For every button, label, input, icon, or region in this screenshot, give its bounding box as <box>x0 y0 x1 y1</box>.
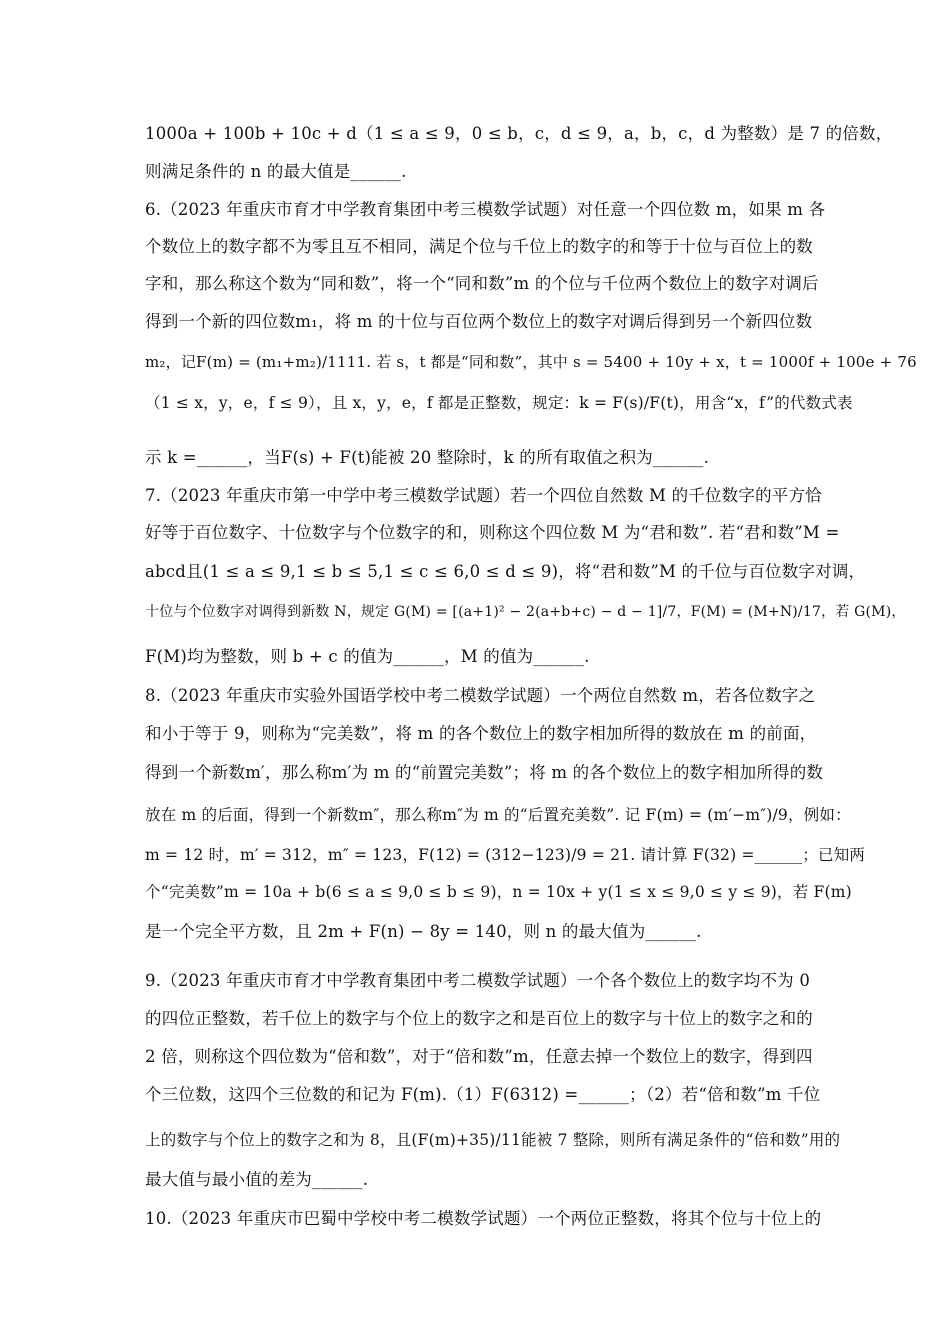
text-line: 是一个完全平方数，且 2m + F(n) − 8y = 140，则 n 的最大值为______. <box>145 922 702 941</box>
text-line: 2 倍，则称这个四位数为“倍和数”，对于“倍和数”m，任意去掉一个数位上的数字，得到四 <box>145 1047 813 1066</box>
text-line: 和小于等于 9，则称为“完美数”，将 m 的各个数位上的数字相加所得的数放在 m 的前面， <box>145 724 817 743</box>
text-line: 放在 m 的后面，得到一个新数m″，那么称m″为 m 的“后置充美数”. 记 F(m) = (m′−m″)/9，例如： <box>145 806 851 824</box>
text-line: m = 12 时，m′ = 312，m″ = 123，F(12) = (312−123)/9 = 21. 请计算 F(32) =______；已知两 <box>145 846 866 864</box>
text-line: （1 ≤ x，y，e，f ≤ 9），且 x，y，e，f 都是正整数，规定：k = F(s)/F(t)，用含“x，f”的代数式表 <box>145 394 853 412</box>
text-line: 字和，那么称这个数为“同和数”，将一个“同和数”m 的个位与千位两个数位上的数字对调后 <box>145 274 819 293</box>
text-line: 示 k =______，当F(s) + F(t)能被 20 整除时，k 的所有取值之积为______. <box>145 448 710 467</box>
text-line: 1000a + 100b + 10c + d（1 ≤ a ≤ 9，0 ≤ b，c，d ≤ 9，a，b，c，d 为整数）是 7 的倍数， <box>145 124 893 143</box>
text-line: 上的数字与个位上的数字之和为 8，且(F(m)+35)/11能被 7 整除，则所有满足条件的“倍和数”用的 <box>145 1131 841 1149</box>
text-line: 的四位正整数，若千位上的数字与个位上的数字之和是百位上的数字与十位上的数字之和的 <box>145 1009 813 1028</box>
text-line: 十位与个位数字对调得到新数 N，规定 G(M) = [(a+1)² − 2(a+b+c) − d − 1]/7，F(M) = (M+N)/17，若 G(M)， <box>145 604 906 620</box>
text-line: F(M)均为整数，则 b + c 的值为______，M 的值为______. <box>145 647 590 666</box>
text-line: abcd且(1 ≤ a ≤ 9,1 ≤ b ≤ 5,1 ≤ c ≤ 6,0 ≤ d ≤ 9)，将“君和数”M 的千位与百位数字对调， <box>145 562 866 581</box>
text-line: m₂，记F(m) = (m₁+m₂)/1111. 若 s，t 都是“同和数”，其中 s = 5400 + 10y + x，t = 1000f + 100e + 76 <box>145 353 917 371</box>
question-7-heading: 7.（2023 年重庆市第一中学中考三模数学试题）若一个四位自然数 M 的千位数字的平方恰 <box>145 486 822 505</box>
text-line: 得到一个新数m′，那么称m′为 m 的“前置完美数”；将 m 的各个数位上的数字相加所得的数 <box>145 763 824 782</box>
text-line: 个数位上的数字都不为零且互不相同，满足个位与千位上的数字的和等于十位与百位上的数 <box>145 237 813 256</box>
text-line: 最大值与最小值的差为______. <box>145 1170 369 1189</box>
text-line: 个三位数，这四个三位数的和记为 F(m).（1）F(6312) =______；（2）若“倍和数”m 千位 <box>145 1085 821 1104</box>
text-line: 得到一个新的四位数m₁，将 m 的十位与百位两个数位上的数字对调后得到另一个新四位数 <box>145 312 813 331</box>
question-6-heading: 6.（2023 年重庆市育才中学教育集团中考三模数学试题）对任意一个四位数 m，如果 m 各 <box>145 200 826 219</box>
text-line: 好等于百位数字、十位数字与个位数字的和，则称这个四位数 M 为“君和数”. 若“君和数”M = <box>145 523 840 542</box>
question-10-heading: 10.（2023 年重庆市巴蜀中学校中考二模数学试题）一个两位正整数，将其个位与十位上的 <box>145 1209 822 1228</box>
question-9-heading: 9.（2023 年重庆市育才中学教育集团中考二模数学试题）一个各个数位上的数字均不为 0 <box>145 971 811 990</box>
text-line: 个“完美数”m = 10a + b(6 ≤ a ≤ 9,0 ≤ b ≤ 9)，n = 10x + y(1 ≤ x ≤ 9,0 ≤ y ≤ 9)，若 F(m) <box>145 883 852 901</box>
question-8-heading: 8.（2023 年重庆市实验外国语学校中考二模数学试题）一个两位自然数 m，若各位数字之 <box>145 686 816 705</box>
text-line: 则满足条件的 n 的最大值是______. <box>145 162 407 181</box>
